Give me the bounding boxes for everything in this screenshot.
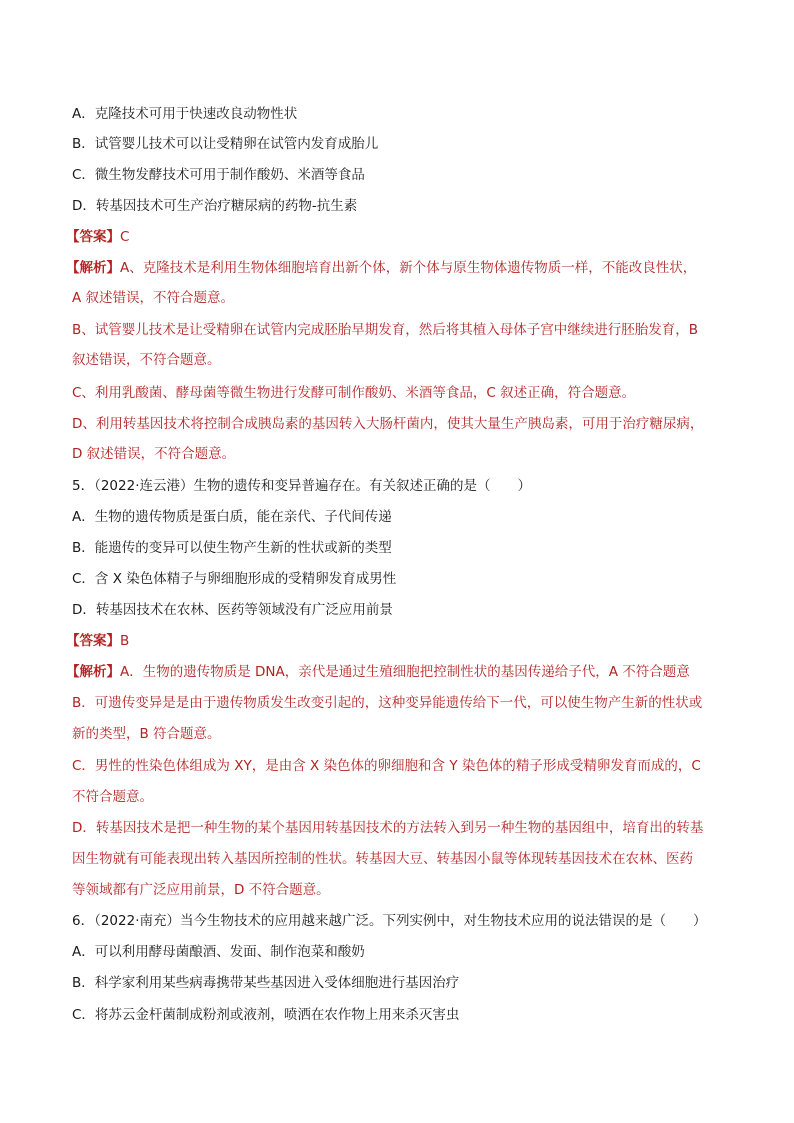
- q4-analysis-line-6: D、利用转基因技术将控制合成胰岛素的基因转入大肠杆菌内，使其大量生产胰岛素，可用于治疗糖尿病，: [72, 416, 704, 432]
- q4-analysis-line-1: [66, 258, 726, 278]
- q5-option-c: C．含 X 染色体精子与卵细胞形成的受精卵发育成男性: [72, 571, 397, 587]
- q5-analysis-line-8: 等领域都有广泛应用前景，D 不符合题意。: [72, 882, 330, 898]
- q5-analysis-line-6: D．转基因技术是把一种生物的某个基因用转基因技术的方法转入到另一种生物的基因组中，培育出的转基: [72, 820, 704, 836]
- q5-analysis-line-5: 不符合题意。: [72, 789, 153, 805]
- answer-value: B: [120, 633, 130, 649]
- q4-analysis-line-5: C、利用乳酸菌、酵母菌等微生物进行发酵可制作酸奶、米酒等食品，C 叙述正确，符合题意。: [72, 385, 636, 401]
- q5-analysis-line-7: 因生物就有可能表现出转入基因所控制的性状。转基因大豆、转基因小鼠等体现转基因技术在农林、医药: [72, 851, 693, 867]
- q4-analysis-line-2: A 叙述错误，不符合题意。: [72, 290, 235, 306]
- answer-tag: 【答案】: [66, 633, 120, 649]
- q4-option-d: D．转基因技术可生产治疗糖尿病的药物-抗生素: [72, 198, 358, 214]
- q4-analysis-line-7: D 叙述错误，不符合题意。: [72, 446, 236, 462]
- analysis-text: A、克隆技术是利用生物体细胞培育出新个体，新个体与原生物体遗传物质一样，不能改良性状，: [120, 260, 697, 276]
- q6-stem: 6．（2022·南充）当今生物技术的应用越来越广泛。下列实例中，对生物技术应用的说法错误的是（ ）: [72, 913, 707, 929]
- q5-option-a: A．生物的遗传物质是蛋白质，能在亲代、子代间传递: [72, 509, 392, 525]
- q6-option-c: C．将苏云金杆菌制成粉剂或液剂，喷洒在农作物上用来杀灭害虫: [72, 1007, 460, 1023]
- answer-tag: 【答案】: [66, 229, 120, 245]
- q4-analysis-line-3: B、试管婴儿技术是让受精卵在试管内完成胚胎早期发育，然后将其植入母体子宫中继续进行胚胎发育，B: [72, 322, 699, 338]
- q4-option-a: A．克隆技术可用于快速改良动物性状: [72, 106, 298, 122]
- q4-option-b: B．试管婴儿技术可以让受精卵在试管内发育成胎儿: [72, 136, 379, 152]
- q5-analysis-line-4: C．男性的性染色体组成为 XY，是由含 X 染色体的卵细胞和含 Y 染色体的精子形成受精卵发育而成的，C: [72, 758, 701, 774]
- answer-value: C: [120, 229, 130, 245]
- q5-answer: [66, 631, 726, 651]
- q6-option-a: A．可以利用酵母菌酿酒、发面、制作泡菜和酸奶: [72, 944, 365, 960]
- q5-analysis-line-3: 新的类型，B 符合题意。: [72, 726, 221, 742]
- analysis-tag: 【解析】: [66, 260, 120, 276]
- q5-option-b: B．能遗传的变异可以使生物产生新的性状或新的类型: [72, 540, 392, 556]
- q4-option-c: C．微生物发酵技术可用于制作酸奶、米酒等食品: [72, 167, 365, 183]
- q5-option-d: D．转基因技术在农林、医药等领域没有广泛应用前景: [72, 602, 393, 618]
- q5-analysis-line-1: [66, 662, 726, 682]
- q5-stem: 5．（2022·连云港）生物的遗传和变异普遍存在。有关叙述正确的是（ ）: [72, 478, 531, 494]
- analysis-text: A．生物的遗传物质是 DNA，亲代是通过生殖细胞把控制性状的基因传递给子代，A 不符合题意: [120, 664, 690, 680]
- q6-option-b: B．科学家利用某些病毒携带某些基因进入受体细胞进行基因治疗: [72, 975, 460, 991]
- analysis-tag: 【解析】: [66, 664, 120, 680]
- q5-analysis-line-2: B．可遗传变异是是由于遗传物质发生改变引起的，这种变异能遗传给下一代，可以使生物产生新的性状或: [72, 695, 703, 711]
- q4-answer: [66, 227, 726, 247]
- q4-analysis-line-4: 叙述错误，不符合题意。: [72, 352, 221, 368]
